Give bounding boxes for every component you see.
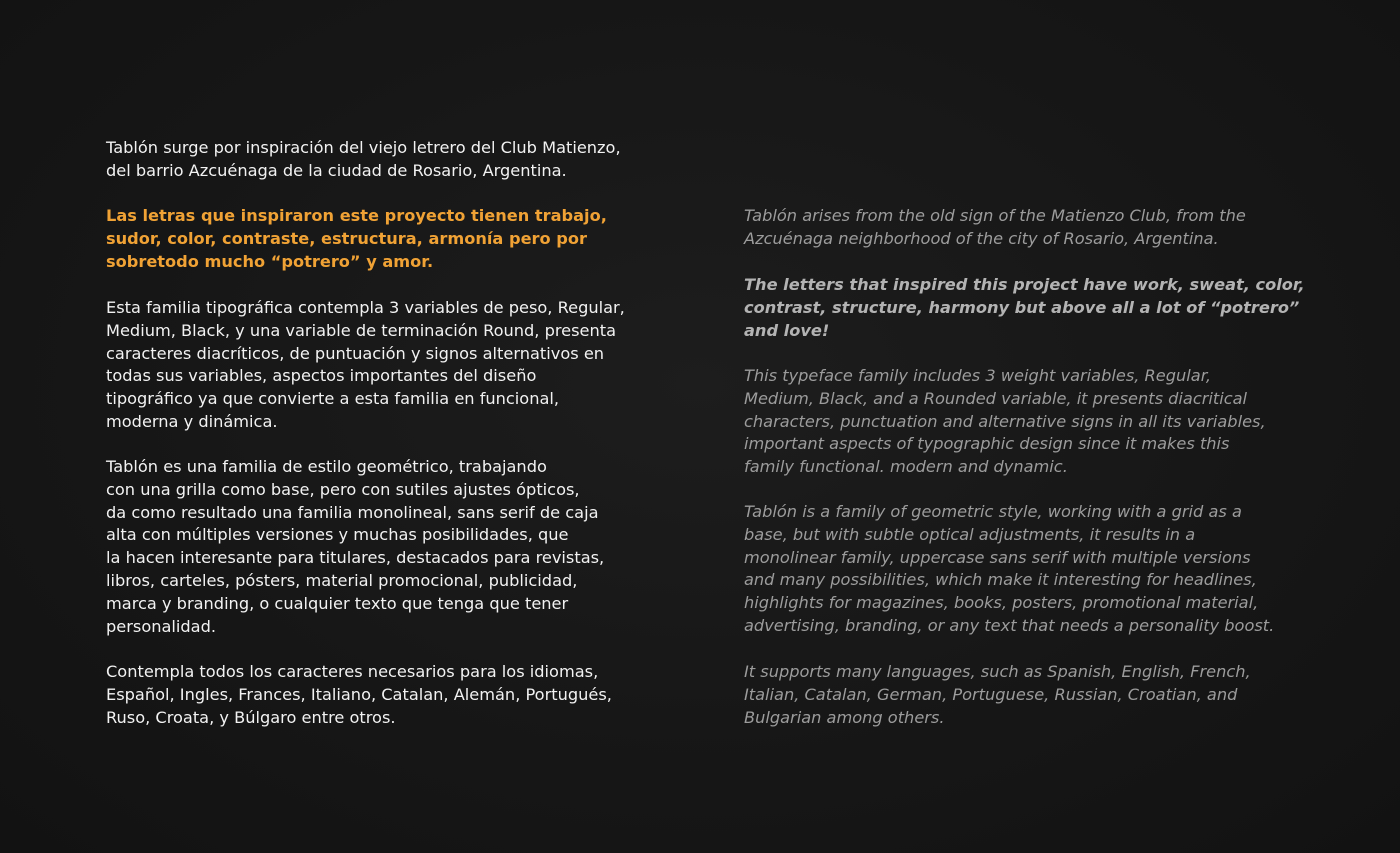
spanish-variables-paragraph: Esta familia tipográfica contempla 3 variables de peso, Regular, Medium, Black, y una variable de terminación Round, presenta caracteres diacríticos, de puntuación y signos alternativos en todas sus variables, aspectos importantes del diseño tipográfico ya que convierte a esta familia en funcional, moderna y dinámica.: [106, 298, 625, 431]
english-intro-paragraph: Tablón arises from the old sign of the Matienzo Club, from the Azcuénaga neighborhood of the city of Rosario, Argentina.: [744, 206, 1246, 248]
english-style-paragraph: Tablón is a family of geometric style, working with a grid as a base, but with subtle optical adjustments, it results in a monolinear family, uppercase sans serif with multiple versions and many possibilities, which make it interesting for headlines, highlights for magazines, books, posters, promotional material, advertising, branding, or any text that needs a personality boost.: [744, 502, 1275, 635]
spanish-intro-paragraph: Tablón surge por inspiración del viejo letrero del Club Matienzo, del barrio Azcuénaga de la ciudad de Rosario, Argentina.: [106, 138, 621, 180]
spanish-languages-paragraph: Contempla todos los caracteres necesarios para los idiomas, Español, Ingles, Frances, Italiano, Catalan, Alemán, Portugués, Ruso, Croata, y Búlgaro entre otros.: [106, 662, 612, 727]
english-highlight-paragraph: The letters that inspired this project have work, sweat, color, contrast, structure, harmony but above all a lot of “potrero” and love!: [744, 275, 1305, 340]
spanish-highlight-paragraph: Las letras que inspiraron este proyecto tienen trabajo, sudor, color, contraste, estructura, armonía pero por sobretodo mucho “potrero” y amor.: [106, 206, 607, 271]
english-variables-paragraph: This typeface family includes 3 weight variables, Regular, Medium, Black, and a Rounded variable, it presents diacritical characters, punctuation and alternative signs in all its variables, important aspects of typographic design since it makes this family functional. modern and dynamic.: [744, 366, 1266, 477]
english-languages-paragraph: It supports many languages, such as Spanish, English, French, Italian, Catalan, German, Portuguese, Russian, Croatian, and Bulgarian among others.: [744, 662, 1251, 727]
spanish-style-paragraph: Tablón es una familia de estilo geométrico, trabajando con una grilla como base, pero con sutiles ajustes ópticos, da como resultado una familia monolineal, sans serif de caja alta con múltiples versiones y muchas posibilidades, que la hacen interesante para titulares, destacados para revistas, libros, carteles, pósters, material promocional, publicidad, marca y branding, o cualquier texto que tenga que tener personalidad.: [106, 457, 605, 636]
